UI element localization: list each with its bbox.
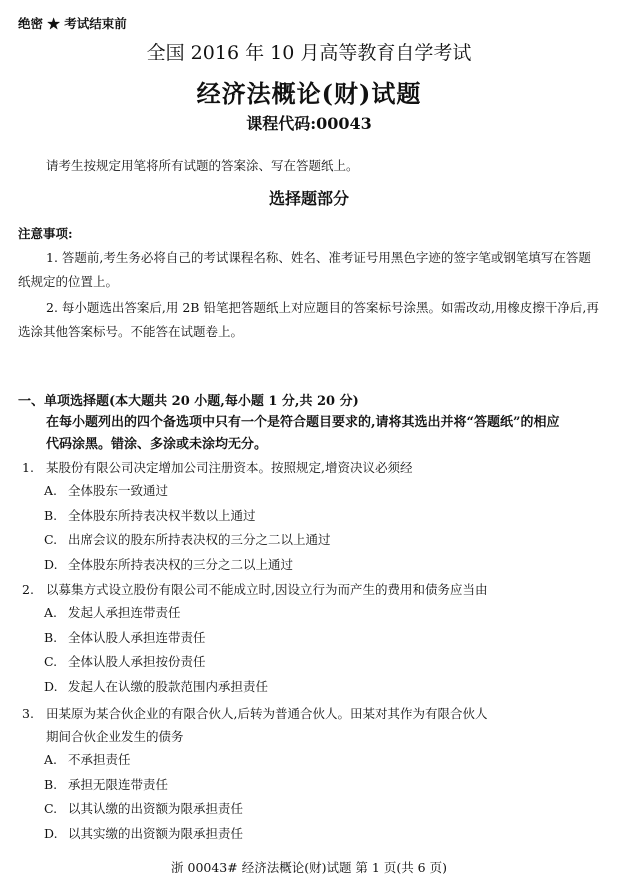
option-text: 不承担责任 bbox=[68, 752, 131, 767]
option-text: 全体股东一致通过 bbox=[68, 483, 169, 498]
option-text: 承担无限连带责任 bbox=[68, 776, 169, 792]
option-a bbox=[22, 748, 582, 773]
answer-instruction: 请考生按规定用笔将所有试题的答案涂、写在答题纸上。 bbox=[46, 158, 359, 173]
option-text: 全体股东所持表决权的三分之二以上通过 bbox=[68, 556, 294, 572]
part-heading: 一、单项选择题(本大题共 20 小题,每小题 1 分,共 20 分) bbox=[18, 394, 359, 409]
confidential-mark: 绝密 ★ 考试结束前 bbox=[18, 16, 127, 31]
question-text: 某股份有限公司决定增加公司注册资本。按照规定,增资决议必须经 bbox=[46, 460, 413, 475]
option-text: 全体认股人承担连带责任 bbox=[68, 629, 206, 645]
notice-label: 注意事项: bbox=[18, 226, 73, 241]
question-number: 2. bbox=[22, 582, 34, 597]
course-code: 课程代码:00043 bbox=[246, 114, 372, 133]
notice-item-text: 1. 答题前,考生务必将自己的考试课程名称、姓名、准考证号用黑色字迹的签字笔或钢笔填写在答题纸规定的位置上。 bbox=[18, 250, 591, 289]
page-footer: 浙 00043# 经济法概论(财)试题 第 1 页(共 6 页) bbox=[171, 860, 447, 875]
option-letter: A. bbox=[44, 605, 58, 620]
question-stem bbox=[22, 702, 582, 725]
question-stem bbox=[22, 456, 582, 479]
option-letter: C. bbox=[44, 532, 58, 547]
option-c bbox=[22, 528, 582, 553]
option-text: 全体股东所持表决权半数以上通过 bbox=[68, 507, 256, 523]
question-1 bbox=[22, 456, 582, 577]
notice-item-1 bbox=[18, 246, 602, 294]
option-letter: A. bbox=[44, 752, 58, 767]
option-c bbox=[22, 650, 582, 675]
option-b bbox=[22, 626, 582, 651]
option-b bbox=[22, 773, 582, 798]
question-text: 田某原为某合伙企业的有限合伙人,后转为普通合伙人。田某对其作为有限合伙人 bbox=[46, 706, 488, 721]
option-letter: B. bbox=[44, 776, 58, 792]
option-letter: C. bbox=[44, 654, 58, 669]
notice-item-2 bbox=[18, 296, 602, 344]
question-3 bbox=[22, 702, 582, 846]
option-letter: D. bbox=[44, 556, 58, 572]
option-d bbox=[22, 553, 582, 578]
notice-item-text: 2. 每小题选出答案后,用 2B 铅笔把答题纸上对应题目的答案标号涂黑。如需改动,用橡皮擦干净后,再选涂其他答案标号。不能答在试题卷上。 bbox=[18, 300, 599, 339]
question-2 bbox=[22, 578, 582, 699]
option-letter: A. bbox=[44, 483, 58, 498]
option-text: 全体认股人承担按份责任 bbox=[68, 654, 206, 669]
option-letter: D. bbox=[44, 678, 58, 694]
option-text: 发起人在认缴的股款范围内承担责任 bbox=[68, 678, 269, 694]
option-a bbox=[22, 601, 582, 626]
option-text: 出席会议的股东所持表决权的三分之二以上通过 bbox=[68, 532, 331, 547]
option-d bbox=[22, 822, 582, 847]
option-b bbox=[22, 504, 582, 529]
option-text: 以其认缴的出资额为限承担责任 bbox=[68, 801, 244, 816]
part-description: 在每小题列出的四个备选项中只有一个是符合题目要求的,请将其选出并将“答题纸”的相应代码涂黑。错涂、多涂或未涂均无分。 bbox=[46, 415, 560, 452]
question-number: 3. bbox=[22, 706, 34, 721]
option-letter: B. bbox=[44, 629, 58, 645]
question-number: 1. bbox=[22, 460, 34, 475]
exam-title: 全国 2016 年 10 月高等教育自学考试 bbox=[146, 42, 472, 64]
option-text: 发起人承担连带责任 bbox=[68, 605, 181, 620]
option-d bbox=[22, 675, 582, 700]
question-text: 以募集方式设立股份有限公司不能成立时,因设立行为而产生的费用和债务应当由 bbox=[46, 582, 488, 597]
option-letter: B. bbox=[44, 507, 58, 523]
option-letter: C. bbox=[44, 801, 58, 816]
option-text: 以其实缴的出资额为限承担责任 bbox=[68, 825, 244, 841]
option-letter: D. bbox=[44, 825, 58, 841]
question-stem bbox=[22, 578, 582, 601]
option-c bbox=[22, 797, 582, 822]
section-title: 选择题部分 bbox=[268, 189, 349, 208]
subject-title: 经济法概论(财)试题 bbox=[196, 79, 422, 108]
option-a bbox=[22, 479, 582, 504]
question-stem-continuation: 期间合伙企业发生的债务 bbox=[46, 729, 184, 744]
